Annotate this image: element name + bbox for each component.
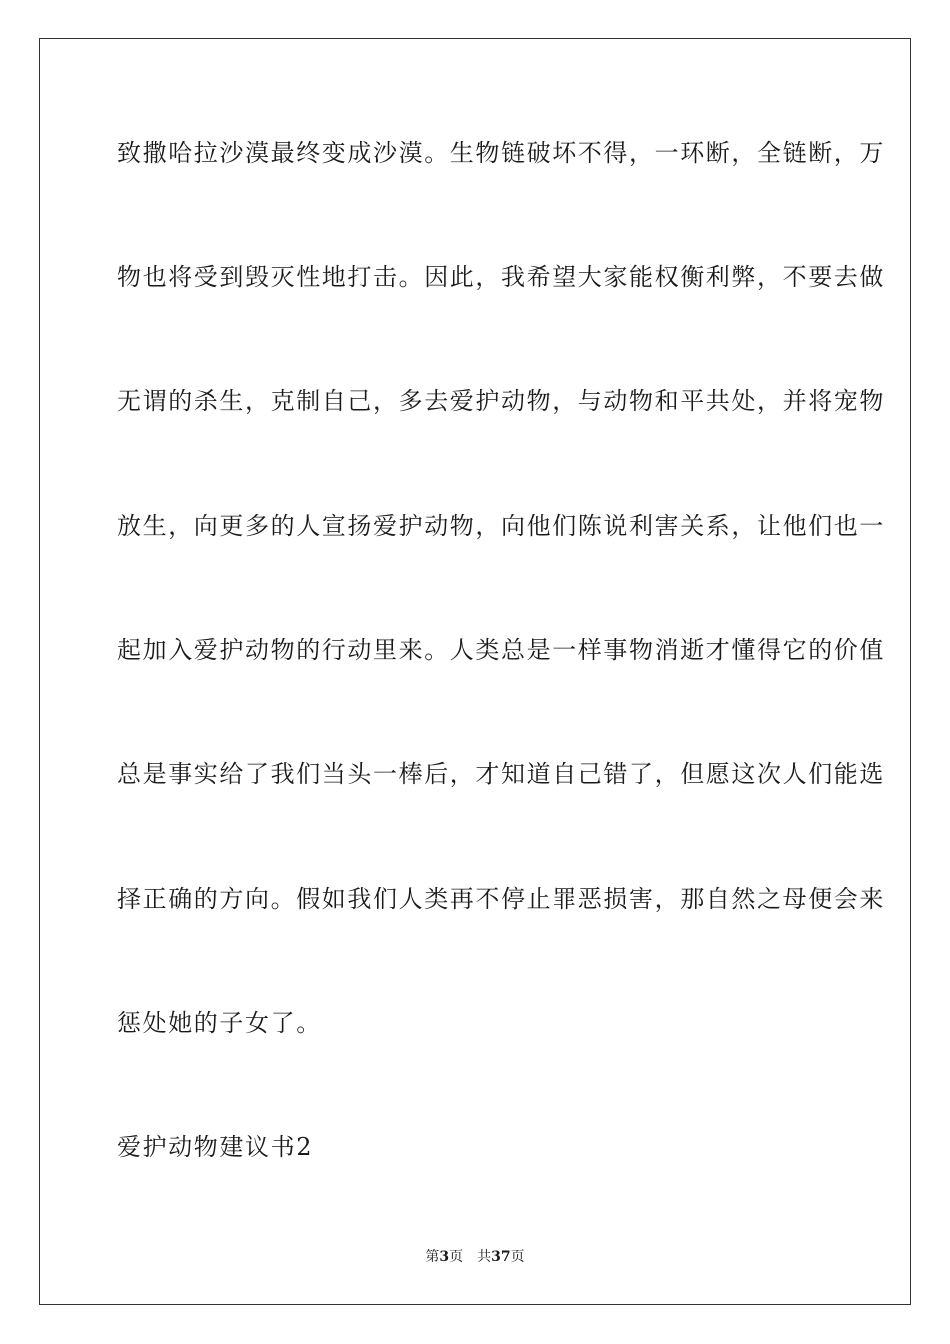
paragraph-line-7: 择正确的方向。假如我们人类再不停止罪恶损害，那自然之母便会来 <box>117 885 885 913</box>
paragraph-line-2: 物也将受到毁灭性地打击。因此，我希望大家能权衡利弊，不要去做 <box>117 263 885 291</box>
paragraph-line-8: 惩处她的子女了。 <box>117 1009 322 1037</box>
paragraph-line-4: 放生，向更多的人宣扬爱护动物，向他们陈说利害关系，让他们也一 <box>117 512 885 540</box>
page-number: 3 <box>439 1249 450 1265</box>
page-prefix: 第 <box>425 1249 440 1265</box>
total-pages: 37 <box>491 1249 511 1265</box>
total-suffix: 页 <box>510 1249 525 1265</box>
paragraph-line-1: 致撒哈拉沙漠最终变成沙漠。生物链破坏不得，一环断，全链断，万 <box>117 139 885 167</box>
paragraph-line-6: 总是事实给了我们当头一棒后，才知道自己错了，但愿这次人们能选 <box>117 760 885 788</box>
page-suffix: 页 <box>449 1249 464 1265</box>
paragraph-line-5: 起加入爱护动物的行动里来。人类总是一样事物消逝才懂得它的价值 <box>117 636 885 664</box>
paragraph-line-3: 无谓的杀生，克制自己，多去爱护动物，与动物和平共处，并将宠物 <box>117 387 885 415</box>
page-footer <box>0 1247 950 1267</box>
page-frame <box>39 38 911 1305</box>
section-heading: 爱护动物建议书2 <box>117 1133 314 1161</box>
total-prefix: 共 <box>477 1249 492 1265</box>
